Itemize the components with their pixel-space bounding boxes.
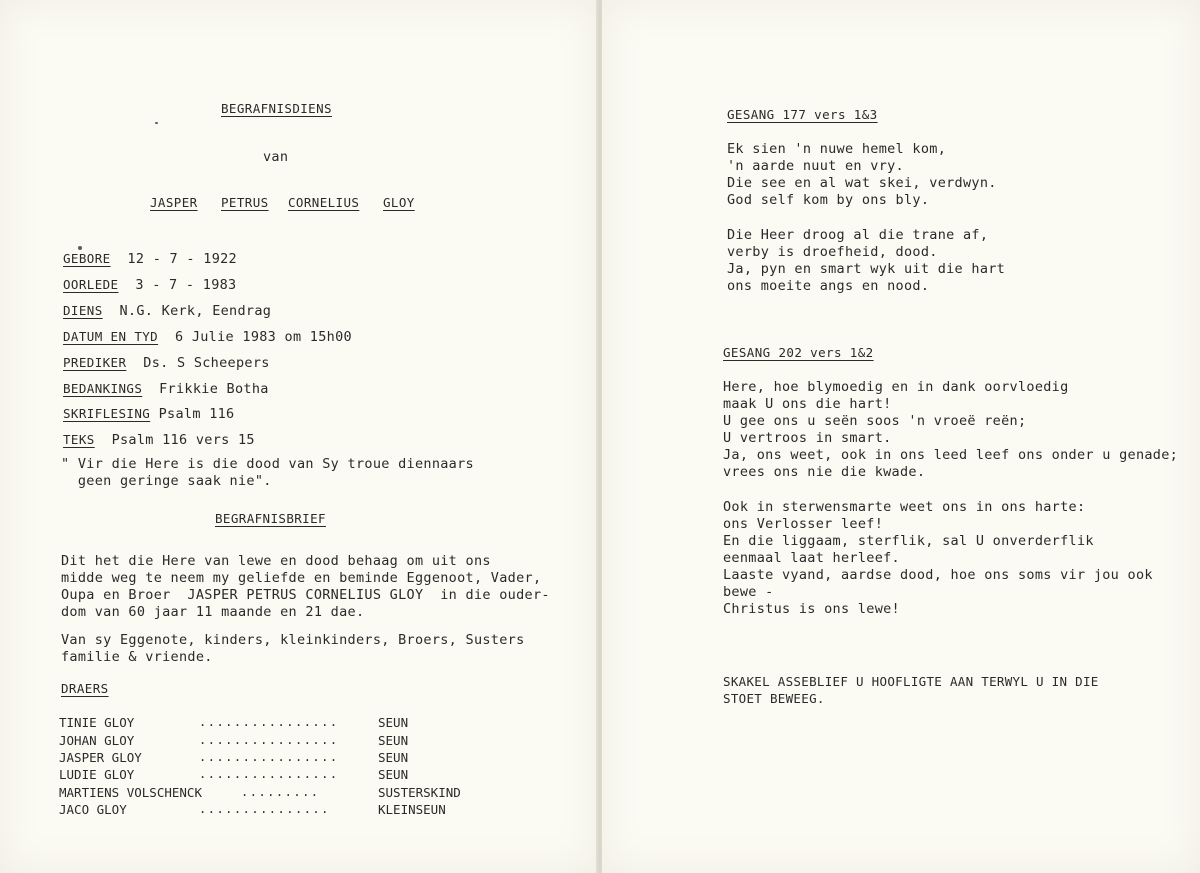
ink-speck [155, 122, 158, 124]
detail-label: SKRIFLESING [63, 406, 151, 421]
detail-value: 6 Julie 1983 om 15h00 [174, 329, 352, 345]
bearer-relation: SEUN [378, 733, 409, 748]
hymn1-title: GESANG 177 vers 1&3 [727, 107, 878, 122]
detail-born [63, 250, 237, 268]
hymn-line: verby is droefheid, dood. [727, 244, 938, 260]
detail-preacher [63, 354, 270, 372]
detail-label: PREDIKER [63, 355, 127, 370]
hymn-line: maak U ons die hart! [723, 396, 892, 412]
hymn-line: Ek sien 'n nuwe hemel kom, [727, 141, 947, 157]
detail-label: DIENS [63, 303, 103, 318]
name-word-1: JASPER [150, 195, 198, 210]
bearer-row [59, 750, 519, 768]
detail-date-time [63, 328, 352, 346]
detail-scripture [63, 405, 234, 423]
bearer-dots: ................ [199, 733, 339, 747]
detail-value: Psalm 116 vers 15 [111, 432, 255, 448]
quote-line: geen geringe saak nie". [61, 473, 272, 489]
bearer-row [59, 785, 519, 803]
letter-title: BEGRAFNISBRIEF [215, 511, 326, 526]
detail-died [63, 276, 236, 294]
hymn-line: En die liggaam, sterflik, sal U onverderflik [723, 533, 1094, 549]
bearer-relation: KLEINSEUN [378, 802, 446, 817]
detail-value: Frikkie Botha [159, 381, 269, 397]
notice-line: SKAKEL ASSEBLIEF U HOOFLIGTE AAN TERWYL U IN DIE [723, 674, 1099, 689]
detail-label: OORLEDE [63, 277, 119, 292]
bearer-name: TINIE GLOY [59, 715, 135, 730]
hymn-line: bewe - [723, 584, 774, 600]
bearer-row [59, 715, 519, 733]
notice-line: STOET BEWEEG. [723, 691, 825, 706]
quote-line: " Vir die Here is die dood van Sy troue diennaars [61, 456, 474, 472]
name-word-2: PETRUS [221, 195, 269, 210]
bearer-dots: ................ [199, 715, 339, 729]
right-page [602, 0, 1200, 873]
hymn-line: U vertroos in smart. [723, 430, 892, 446]
hymn-line: eenmaal laat herleef. [723, 550, 900, 566]
hymn-line: ons moeite angs en nood. [727, 278, 930, 294]
detail-label: BEDANKINGS [63, 381, 143, 396]
letter-line: midde weg te neem my geliefde en beminde Eggenoot, Vader, [61, 570, 542, 586]
bearer-name: JASPER GLOY [59, 750, 142, 765]
detail-label: TEKS [63, 432, 95, 447]
letter-line: Dit het die Here van lewe en dood behaag om uit ons [61, 553, 491, 569]
hymn-line: Ja, ons weet, ook in ons leed leef ons onder u genade; [723, 447, 1179, 463]
hymn-line: Christus is ons lewe! [723, 601, 900, 617]
letter-line: Oupa en Broer JASPER PETRUS CORNELIUS GLOY in die ouder- [61, 587, 550, 603]
hymn-line: Laaste vyand, aardse dood, hoe ons soms vir jou ook [723, 567, 1153, 583]
hymn-line: ons Verlosser leef! [723, 516, 884, 532]
detail-value: Ds. S Scheepers [143, 355, 270, 371]
bearer-name: MARTIENS VOLSCHENCK [59, 785, 202, 800]
hymn-line: vrees ons nie die kwade. [723, 464, 926, 480]
bearer-row [59, 767, 519, 785]
hymn-line: Ja, pyn en smart wyk uit die hart [727, 261, 1006, 277]
detail-value: 12 - 7 - 1922 [127, 251, 237, 267]
detail-value: Psalm 116 [158, 406, 235, 422]
bearer-dots: ............... [199, 802, 330, 816]
detail-text [63, 431, 255, 449]
bearer-name: JOHAN GLOY [59, 733, 135, 748]
bearer-relation: SEUN [378, 767, 409, 782]
left-page [0, 0, 598, 873]
detail-label: DATUM EN TYD [63, 329, 159, 344]
letter-line: dom van 60 jaar 11 maande en 21 dae. [61, 604, 365, 620]
hymn-line: Here, hoe blymoedig en in dank oorvloedig [723, 379, 1069, 395]
hymn-line: God self kom by ons bly. [727, 192, 930, 208]
detail-value: 3 - 7 - 1983 [135, 277, 237, 293]
hymn-line: Die Heer droog al die trane af, [727, 227, 989, 243]
bearer-relation: SUSTERSKIND [378, 785, 461, 800]
name-word-3: CORNELIUS [288, 195, 360, 210]
service-title: BEGRAFNISDIENS [221, 101, 332, 116]
hymn-line: U gee ons u seën soos 'n vroeë reën; [723, 413, 1027, 429]
hymn-line: 'n aarde nuut en vry. [727, 158, 904, 174]
bearer-dots: ................ [199, 750, 339, 764]
bearer-row [59, 733, 519, 751]
family-line: familie & vriende. [61, 649, 213, 665]
bearer-relation: SEUN [378, 750, 409, 765]
hymn-line: Die see en al wat skei, verdwyn. [727, 175, 997, 191]
detail-service [63, 302, 271, 320]
detail-label: GEBORE [63, 251, 111, 266]
family-line: Van sy Eggenote, kinders, kleinkinders, Broers, Susters [61, 632, 525, 648]
bearer-dots: ......... [241, 785, 320, 799]
hymn2-title: GESANG 202 vers 1&2 [723, 345, 874, 360]
ink-speck [78, 246, 82, 250]
bearer-name: LUDIE GLOY [59, 767, 135, 782]
bearer-row [59, 802, 519, 820]
name-word-4: GLOY [383, 195, 415, 210]
bearer-name: JACO GLOY [59, 802, 127, 817]
detail-value: N.G. Kerk, Eendrag [119, 303, 272, 319]
hymn-line: Ook in sterwensmarte weet ons in ons harte: [723, 499, 1086, 515]
bearers-title: DRAERS [61, 681, 109, 696]
van-label: van [263, 149, 289, 165]
detail-thanks [63, 380, 269, 398]
bearer-dots: ................ [199, 767, 339, 781]
bearer-relation: SEUN [378, 715, 409, 730]
